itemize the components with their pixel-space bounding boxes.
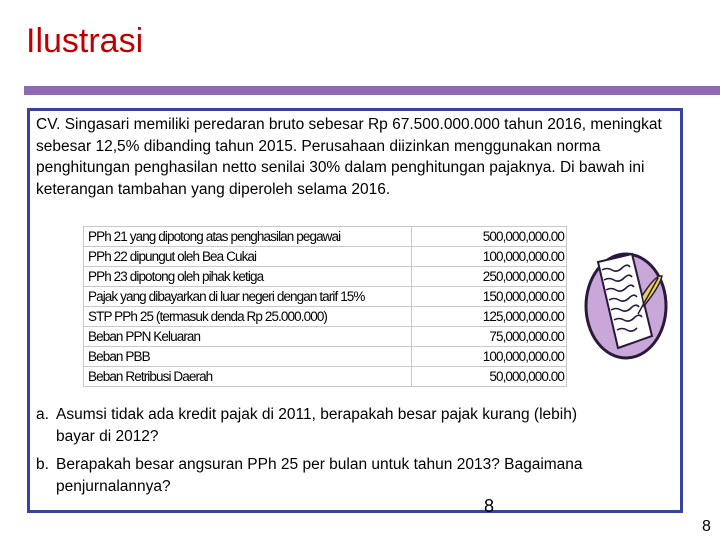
row-value: 75,000,000.00 xyxy=(411,327,566,347)
row-description: Beban PPN Keluaran xyxy=(84,327,412,347)
row-description: Beban PBB xyxy=(84,347,412,367)
row-value: 150,000,000.00 xyxy=(411,287,566,307)
slide-title: Ilustrasi xyxy=(26,22,144,60)
row-description: Beban Retribusi Daerah xyxy=(84,367,412,387)
table-row xyxy=(84,327,567,347)
page-number: 8 xyxy=(702,518,711,535)
row-value: 100,000,000.00 xyxy=(411,347,566,367)
intro-paragraph: CV. Singasari memiliki peredaran bruto sebesar Rp 67.500.000.000 tahun 2016, meningkat sebesar 12,5% dibanding tahun 2015. Perusahaan diizinkan menggunakan norma penghitungan penghasilan netto senilai 30% dalam penghitungan pajaknya. Di bawah ini keterangan tambahan yang diperoleh selama 2016. xyxy=(36,116,662,198)
document-clipart-icon xyxy=(580,244,670,364)
question-a-line1: Asumsi tidak ada kredit pajak di 2011, berapakah besar pajak kurang (lebih) xyxy=(56,406,577,423)
table-row xyxy=(84,267,567,287)
table-row xyxy=(84,227,567,247)
question-b-line2: penjurnalannya? xyxy=(56,478,171,495)
row-description: Pajak yang dibayarkan di luar negeri dengan tarif 15% xyxy=(84,287,412,307)
row-description: PPh 23 dipotong oleh pihak ketiga xyxy=(84,267,412,287)
question-a-marker: a. xyxy=(36,406,49,423)
row-value: 100,000,000.00 xyxy=(411,247,566,267)
table-row xyxy=(84,287,567,307)
table-row xyxy=(84,307,567,327)
question-a-line2: bayar di 2012? xyxy=(56,428,159,445)
row-description: PPh 22 dipungut oleh Bea Cukai xyxy=(84,247,412,267)
question-a xyxy=(36,404,676,448)
table-row xyxy=(84,347,567,367)
question-b-marker: b. xyxy=(36,456,49,473)
table-row xyxy=(84,247,567,267)
row-value: 50,000,000.00 xyxy=(411,367,566,387)
row-description: PPh 21 yang dipotong atas penghasilan pegawai xyxy=(84,227,412,247)
page-number-inner: 8 xyxy=(484,496,495,516)
table-row xyxy=(84,367,567,387)
row-description: STP PPh 25 (termasuk denda Rp 25.000.000) xyxy=(84,307,412,327)
row-value: 250,000,000.00 xyxy=(411,267,566,287)
question-b-line1: Berapakah besar angsuran PPh 25 per bulan untuk tahun 2013? Bagaimana xyxy=(56,456,583,473)
row-value: 125,000,000.00 xyxy=(411,307,566,327)
question-b xyxy=(36,454,676,498)
data-table xyxy=(83,226,567,387)
title-divider xyxy=(24,86,720,95)
row-value: 500,000,000.00 xyxy=(411,227,566,247)
